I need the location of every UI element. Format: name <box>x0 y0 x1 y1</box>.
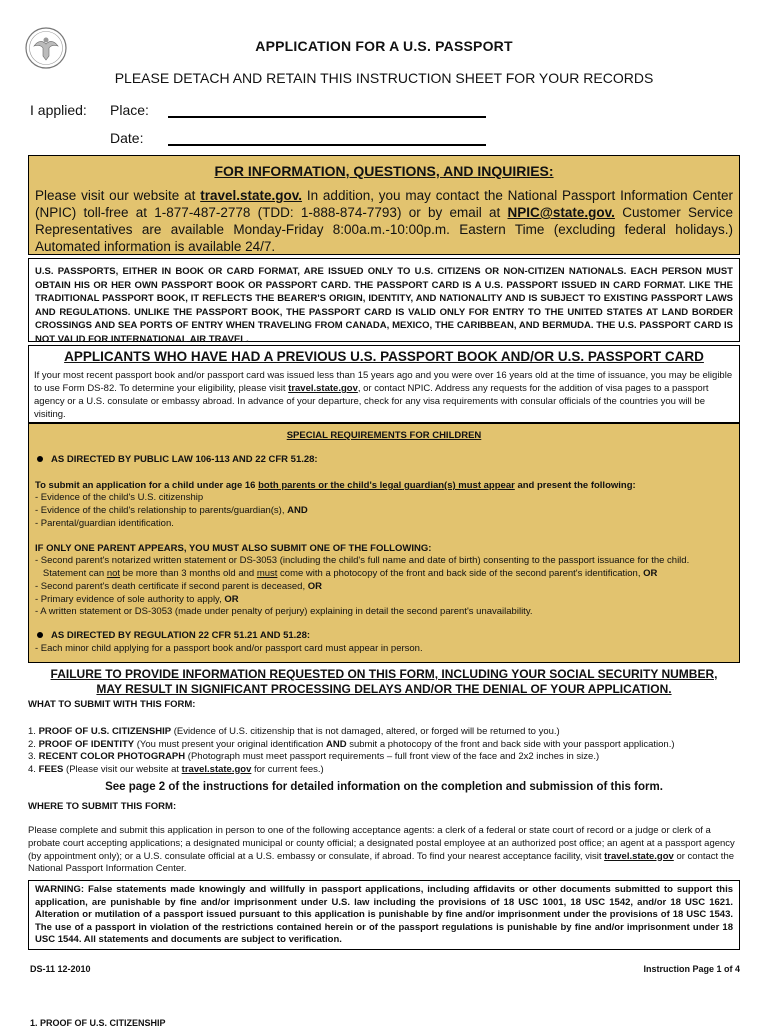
bullet-icon <box>37 632 43 638</box>
website-link[interactable]: travel.state.gov <box>288 383 358 394</box>
date-label: Date: <box>110 130 144 146</box>
applied-place-row <box>30 102 490 120</box>
see-page-2-note: See page 2 of the instructions for detailed information on the completion and submission of this form. <box>105 781 663 793</box>
children-heading: SPECIAL REQUIREMENTS FOR CHILDREN <box>286 430 482 441</box>
applied-label: I applied: <box>30 102 87 118</box>
citizens-notice <box>28 258 740 345</box>
list-item: - Primary evidence of sole authority to apply, OR <box>35 594 239 605</box>
children-requirements-box <box>28 423 740 663</box>
where-to-submit-heading: WHERE TO SUBMIT THIS FORM: <box>28 801 177 812</box>
what-to-submit-list <box>28 726 675 776</box>
previous-passport-box <box>28 345 740 423</box>
one-parent-heading: IF ONLY ONE PARENT APPEARS, YOU MUST ALSO SUBMIT ONE OF THE FOLLOWING: <box>35 543 432 554</box>
what-to-submit-heading: WHAT TO SUBMIT WITH THIS FORM: <box>28 699 196 710</box>
website-link[interactable]: travel.state.gov. <box>200 188 303 203</box>
list-item: - Second parent's death certificate if second parent is deceased, OR <box>35 581 322 592</box>
bullet-icon <box>37 456 43 462</box>
website-link[interactable]: travel.state.gov <box>181 763 252 775</box>
list-item: - Second parent's notarized written statement or DS-3053 (including the child's full name and date of birth) consenting to the passport issuance for the child. <box>35 555 690 566</box>
list-item: - Evidence of the child's relationship to parents/guardian(s), AND <box>35 505 308 516</box>
previous-text: If your most recent passport book and/or passport card was issued less than 15 years ago and you were over 16 years old at the time of issuance, you may be eligible to use Form DS-82. To determine your eligibility, please visit travel.state.gov, or contact NPIC. Address any requests for the addition of visa pages to a passport agency or a U.S. consulate or embassy abroad. In advance of your departure, check for any visa requirements with consular officials of the countries you will be visiting. <box>34 370 733 420</box>
info-box <box>28 155 740 255</box>
list-item: 2. PROOF OF IDENTITY (You must present your original identification AND submit a photocopy of the front and back side with your passport application.) <box>28 738 675 750</box>
page-subtitle: PLEASE DETACH AND RETAIN THIS INSTRUCTION SHEET FOR YOUR RECORDS <box>114 70 654 86</box>
info-text: Please visit our website at travel.state.gov. In addition, you may contact the National Passport Information Center (NPIC) toll-free at 1-877-487-2778 (TDD: 1-888-874-7793) or by email at NPIC@state.gov. Customer Service Representatives are available Monday-Friday 8:00a.m.-10:00p.m. Eastern Time (excluding federal holidays.) Automated information is available 24/7. <box>35 188 734 254</box>
submit-child-text: To submit an application for a child under age 16 both parents or the child's legal guardian(s) must appear and present the following: <box>35 480 636 491</box>
warning-box: WARNING: False statements made knowingly and willfully in passport applications, including affidavits or other documents submitted to support this application, are punishable by fine and/or imprisonment under U.S. law including the provisions of 18 USC 1001, 18 USC 1542, and/or 18 USC 1621. Alteration or mutilation of a passport issued pursuant to this application is punishable by fine and/or imprisonment under the provisions of 18 USC 1543. The use of a passport in violation of the restrictions contained herein or of the passport regulations is punishable by fine and/or imprisonment under 18 USC 1544. All statements and documents are subject to verification. <box>28 880 740 950</box>
where-to-submit-text: Please complete and submit this application in person to one of the following acceptance agents: a clerk of a federal or state court of record or a judge or clerk of a probate court accepting applications; a designated municipal or county official; a designated postal employee at an authorized post office; an agent at a passport agency (by appointment only); or a U.S. consulate official at a U.S. embassy or consulate, if abroad. To find your nearest acceptance facility, visit travel.state.gov or contact the National Passport Information Center. <box>28 825 735 875</box>
list-item: 4. FEES (Please visit our website at travel.state.gov for current fees.) <box>28 763 324 775</box>
date-field[interactable] <box>168 144 486 146</box>
list-item: 1. PROOF OF U.S. CITIZENSHIP (Evidence of U.S. citizenship that is not damaged, altered, or forged will be returned to you.) <box>28 726 560 737</box>
list-item: - Each minor child applying for a passport book and/or passport card must appear in person. <box>35 643 423 654</box>
form-id: DS-11 12-2010 <box>30 964 91 974</box>
website-link[interactable]: travel.state.gov <box>604 850 674 862</box>
previous-heading: APPLICANTS WHO HAVE HAD A PREVIOUS U.S. PASSPORT BOOK AND/OR U.S. PASSPORT CARD <box>64 349 704 364</box>
list-item: - A written statement or DS-3053 (made under penalty of perjury) explaining in detail the second parent's unavailability. <box>35 606 533 617</box>
page-number: Instruction Page 1 of 4 <box>643 964 740 974</box>
list-item: - Parental/guardian identification. <box>35 518 174 529</box>
place-field[interactable] <box>168 116 486 118</box>
citizens-text: U.S. PASSPORTS, EITHER IN BOOK OR CARD FORMAT, ARE ISSUED ONLY TO U.S. CITIZENS OR NON-CITIZEN NATIONALS. EACH PERSON MUST OBTAIN HIS OR HER OWN PASSPORT BOOK OR PASSPORT CARD. THE PASSPORT CARD IS A U.S. PASSPORT ISSUED IN CARD FORMAT. LIKE THE TRADITIONAL PASSPORT BOOK, IT REFLECTS THE BEARER'S ORIGIN, IDENTITY, AND NATIONALITY AND IS SUBJECT TO EXISTING PASSPORT LAWS AND REGULATIONS. UNLIKE THE PASSPORT BOOK, THE PASSPORT CARD IS VALID ONLY FOR ENTRY TO THE UNITED STATES AT LAND BORDER CROSSINGS AND SEA PORTS OF ENTRY WHEN TRAVELING FROM CANADA, MEXICO, THE CARIBBEAN, AND BERMUDA. THE U.S. PASSPORT CARD IS NOT VALID FOR INTERNATIONAL AIR TRAVEL. <box>35 266 733 345</box>
place-label: Place: <box>110 102 149 118</box>
list-item: Statement can not be more than 3 months old and must come with a photocopy of the front and back side of the second parent's identification, OR <box>35 568 658 579</box>
applied-date-row <box>30 130 490 148</box>
law2-heading: AS DIRECTED BY REGULATION 22 CFR 51.21 AND 51.28: <box>35 630 733 643</box>
info-heading: FOR INFORMATION, QUESTIONS, AND INQUIRIES: <box>214 163 554 179</box>
failure-notice: FAILURE TO PROVIDE INFORMATION REQUESTED ON THIS FORM, INCLUDING YOUR SOCIAL SECURITY NUMBER, MAY RESULT IN SIGNIFICANT PROCESSING DELAYS AND/OR THE DENIAL OF YOUR APPLICATION. <box>50 667 718 696</box>
next-page-cutoff: 1. PROOF OF U.S. CITIZENSHIP <box>30 1018 166 1028</box>
law1-heading: AS DIRECTED BY PUBLIC LAW 106-113 AND 22 CFR 51.28: <box>35 454 733 467</box>
page-title: APPLICATION FOR A U.S. PASSPORT <box>255 38 513 54</box>
list-item: - Evidence of the child's U.S. citizenship <box>35 492 204 503</box>
list-item: 3. RECENT COLOR PHOTOGRAPH (Photograph must meet passport requirements – full front view of the face and 2x2 inches in size.) <box>28 751 600 762</box>
email-link[interactable]: NPIC@state.gov. <box>507 205 615 220</box>
